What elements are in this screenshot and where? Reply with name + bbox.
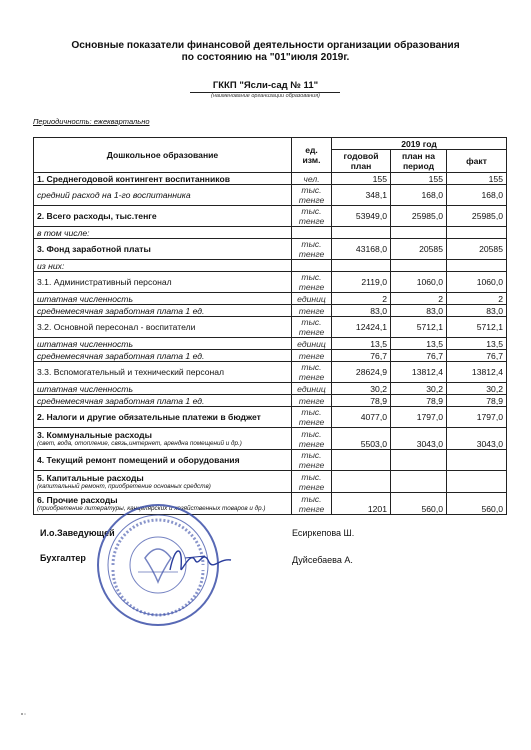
row-value-fact: 78,9 <box>447 395 507 407</box>
row-unit: тыс. тенге <box>292 471 332 493</box>
row-value-plan: 4077,0 <box>332 407 391 428</box>
row-label-text: среднемесячная заработная плата 1 ед. <box>37 395 205 406</box>
row-label-text: среднемесячная заработная плата 1 ед. <box>37 305 205 316</box>
row-value-period: 1797,0 <box>391 407 447 428</box>
row-value-plan: 2 <box>332 293 391 305</box>
row-value-plan: 12424,1 <box>332 317 391 338</box>
row-label <box>34 383 292 395</box>
row-value-fact <box>447 260 507 272</box>
financial-indicators-table <box>33 137 507 515</box>
header-year: 2019 год <box>332 138 507 150</box>
row-label <box>34 362 292 383</box>
row-unit: тыс. тенге <box>292 272 332 293</box>
row-value-period: 155 <box>391 173 447 185</box>
row-value-plan: 53949,0 <box>332 206 391 227</box>
row-note: (свет, вода, отопление, связь,интернет, арендна помещений и др.) <box>37 439 242 447</box>
table-row <box>34 293 507 305</box>
row-value-plan: 76,7 <box>332 350 391 362</box>
document-title-line2: по состоянию на "01"июля 2019г. <box>181 52 350 63</box>
row-label-text: из них: <box>37 260 65 271</box>
row-unit: тыс. тенге <box>292 206 332 227</box>
periodicity-label: Периодичность: ежеквартально <box>33 117 150 126</box>
row-value-plan: 1201 <box>332 493 391 515</box>
row-value-period: 560,0 <box>391 493 447 515</box>
row-unit: тенге <box>292 350 332 362</box>
row-label-text: 1. Среднегодовой контингент воспитанников <box>37 173 230 184</box>
header-unit: ед. изм. <box>292 138 332 173</box>
header-plan-year: годовой план <box>332 150 391 173</box>
row-value-fact <box>447 450 507 471</box>
row-value-period <box>391 471 447 493</box>
row-value-plan: 2119,0 <box>332 272 391 293</box>
row-value-fact: 30,2 <box>447 383 507 395</box>
row-value-fact: 1060,0 <box>447 272 507 293</box>
row-value-plan <box>332 471 391 493</box>
row-label-text: штатная численность <box>37 293 133 304</box>
row-value-fact: 2 <box>447 293 507 305</box>
handwritten-signature <box>165 540 235 580</box>
row-value-period: 5712,1 <box>391 317 447 338</box>
row-value-period: 13812,4 <box>391 362 447 383</box>
table-row <box>34 239 507 260</box>
table-row <box>34 317 507 338</box>
document-title-line1: Основные показатели финансовой деятельности организации образования <box>71 40 460 51</box>
row-value-fact: 155 <box>447 173 507 185</box>
row-label <box>34 428 292 450</box>
row-unit: тыс. тенге <box>292 185 332 206</box>
row-label-text: 2. Налоги и другие обязательные платежи в бюджет <box>37 412 261 422</box>
row-label <box>34 350 292 362</box>
table-row <box>34 305 507 317</box>
row-value-period: 30,2 <box>391 383 447 395</box>
table-row <box>34 395 507 407</box>
row-label <box>34 450 292 471</box>
table-row <box>34 272 507 293</box>
row-unit: тыс. тенге <box>292 428 332 450</box>
row-unit: тыс. тенге <box>292 450 332 471</box>
row-value-fact: 5712,1 <box>447 317 507 338</box>
row-label-text: 6. Прочие расходы <box>37 494 118 505</box>
table-row <box>34 407 507 428</box>
row-label-text: 3.3. Вспомогательный и технический персонал <box>37 367 225 377</box>
row-label <box>34 227 292 239</box>
row-unit: единиц <box>292 338 332 350</box>
row-label-text: 3.1. Административный персонал <box>37 277 172 287</box>
row-value-plan: 30,2 <box>332 383 391 395</box>
row-label-text: 5. Капитальные расходы <box>37 472 144 483</box>
page-mark <box>20 712 26 716</box>
row-value-plan: 78,9 <box>332 395 391 407</box>
head-name: Есиркепова Ш. <box>292 528 355 538</box>
row-unit: единиц <box>292 383 332 395</box>
row-value-plan: 28624,9 <box>332 362 391 383</box>
row-note: (капитальный ремонт, приобретение основных средств) <box>37 482 211 490</box>
row-unit: тыс. тенге <box>292 239 332 260</box>
head-title: И.о.Заведующей <box>40 528 115 538</box>
row-label <box>34 317 292 338</box>
row-label <box>34 338 292 350</box>
row-label-text: в том числе: <box>37 227 90 238</box>
row-value-period: 13,5 <box>391 338 447 350</box>
row-value-fact <box>447 471 507 493</box>
table-row <box>34 350 507 362</box>
row-unit: тенге <box>292 305 332 317</box>
row-label <box>34 173 292 185</box>
table-header-row <box>34 138 507 150</box>
table-body <box>34 173 507 515</box>
table-row <box>34 260 507 272</box>
row-value-period: 3043,0 <box>391 428 447 450</box>
row-value-period: 1060,0 <box>391 272 447 293</box>
table-row <box>34 338 507 350</box>
row-value-plan: 13,5 <box>332 338 391 350</box>
row-value-fact: 25985,0 <box>447 206 507 227</box>
row-label-text: среднемесячная заработная плата 1 ед. <box>37 350 205 361</box>
row-value-period <box>391 227 447 239</box>
row-unit: тенге <box>292 395 332 407</box>
row-value-plan: 43168,0 <box>332 239 391 260</box>
row-value-fact: 20585 <box>447 239 507 260</box>
table-row <box>34 450 507 471</box>
row-unit: тыс. тенге <box>292 493 332 515</box>
row-value-fact: 3043,0 <box>447 428 507 450</box>
row-label <box>34 206 292 227</box>
row-value-fact: 83,0 <box>447 305 507 317</box>
row-value-fact: 13812,4 <box>447 362 507 383</box>
row-unit: чел. <box>292 173 332 185</box>
row-label-text: штатная численность <box>37 383 133 394</box>
row-label <box>34 260 292 272</box>
row-unit: тыс. тенге <box>292 407 332 428</box>
row-value-period <box>391 260 447 272</box>
row-unit: тыс. тенге <box>292 362 332 383</box>
row-value-period: 76,7 <box>391 350 447 362</box>
table-row <box>34 173 507 185</box>
table-row <box>34 206 507 227</box>
row-unit: тыс. тенге <box>292 317 332 338</box>
row-label-text: 3. Коммунальные расходы <box>37 429 152 440</box>
table-row <box>34 471 507 493</box>
header-title: Дошкольное образование <box>34 138 292 173</box>
row-value-period: 20585 <box>391 239 447 260</box>
row-value-fact: 168,0 <box>447 185 507 206</box>
row-value-period: 2 <box>391 293 447 305</box>
row-value-fact: 560,0 <box>447 493 507 515</box>
row-label-text: штатная численность <box>37 338 133 349</box>
row-label <box>34 471 292 493</box>
row-label <box>34 293 292 305</box>
row-label-text: средний расход на 1-го воспитанника <box>37 190 191 200</box>
row-unit <box>292 260 332 272</box>
row-unit: единиц <box>292 293 332 305</box>
table-row <box>34 185 507 206</box>
row-label-text: 3.2. Основной пересонал - воспитатели <box>37 322 196 332</box>
organization-name: ГККП "Ясли-сад № 11" <box>212 80 319 91</box>
table-row <box>34 227 507 239</box>
row-label-text: 3. Фонд заработной платы <box>37 244 151 254</box>
row-value-fact: 76,7 <box>447 350 507 362</box>
row-value-period <box>391 450 447 471</box>
row-value-plan <box>332 260 391 272</box>
row-value-fact: 13,5 <box>447 338 507 350</box>
row-value-plan: 348,1 <box>332 185 391 206</box>
row-label <box>34 272 292 293</box>
row-label-text: 4. Текущий ремонт помещений и оборудования <box>37 455 240 465</box>
row-label <box>34 239 292 260</box>
row-value-plan: 155 <box>332 173 391 185</box>
row-value-period: 78,9 <box>391 395 447 407</box>
row-label <box>34 305 292 317</box>
row-value-plan: 83,0 <box>332 305 391 317</box>
header-plan-period: план на период <box>391 150 447 173</box>
row-value-fact <box>447 227 507 239</box>
row-label <box>34 185 292 206</box>
row-unit <box>292 227 332 239</box>
accountant-title: Бухгалтер <box>40 553 86 563</box>
table-row <box>34 428 507 450</box>
row-value-period: 83,0 <box>391 305 447 317</box>
accountant-name: Дуйсебаева А. <box>292 555 353 565</box>
row-label <box>34 407 292 428</box>
row-value-plan <box>332 450 391 471</box>
row-label <box>34 395 292 407</box>
row-value-fact: 1797,0 <box>447 407 507 428</box>
row-value-plan: 5503,0 <box>332 428 391 450</box>
table-row <box>34 383 507 395</box>
row-note: (приобретение литературы, канцелярских и хозяйственных товаров и др.) <box>37 504 266 512</box>
row-value-plan <box>332 227 391 239</box>
row-value-period: 168,0 <box>391 185 447 206</box>
organization-note: (наименование организации образования) <box>211 93 320 99</box>
row-value-period: 25985,0 <box>391 206 447 227</box>
table-row <box>34 362 507 383</box>
header-fact: факт <box>447 150 507 173</box>
row-label-text: 2. Всего расходы, тыс.тенге <box>37 211 157 221</box>
